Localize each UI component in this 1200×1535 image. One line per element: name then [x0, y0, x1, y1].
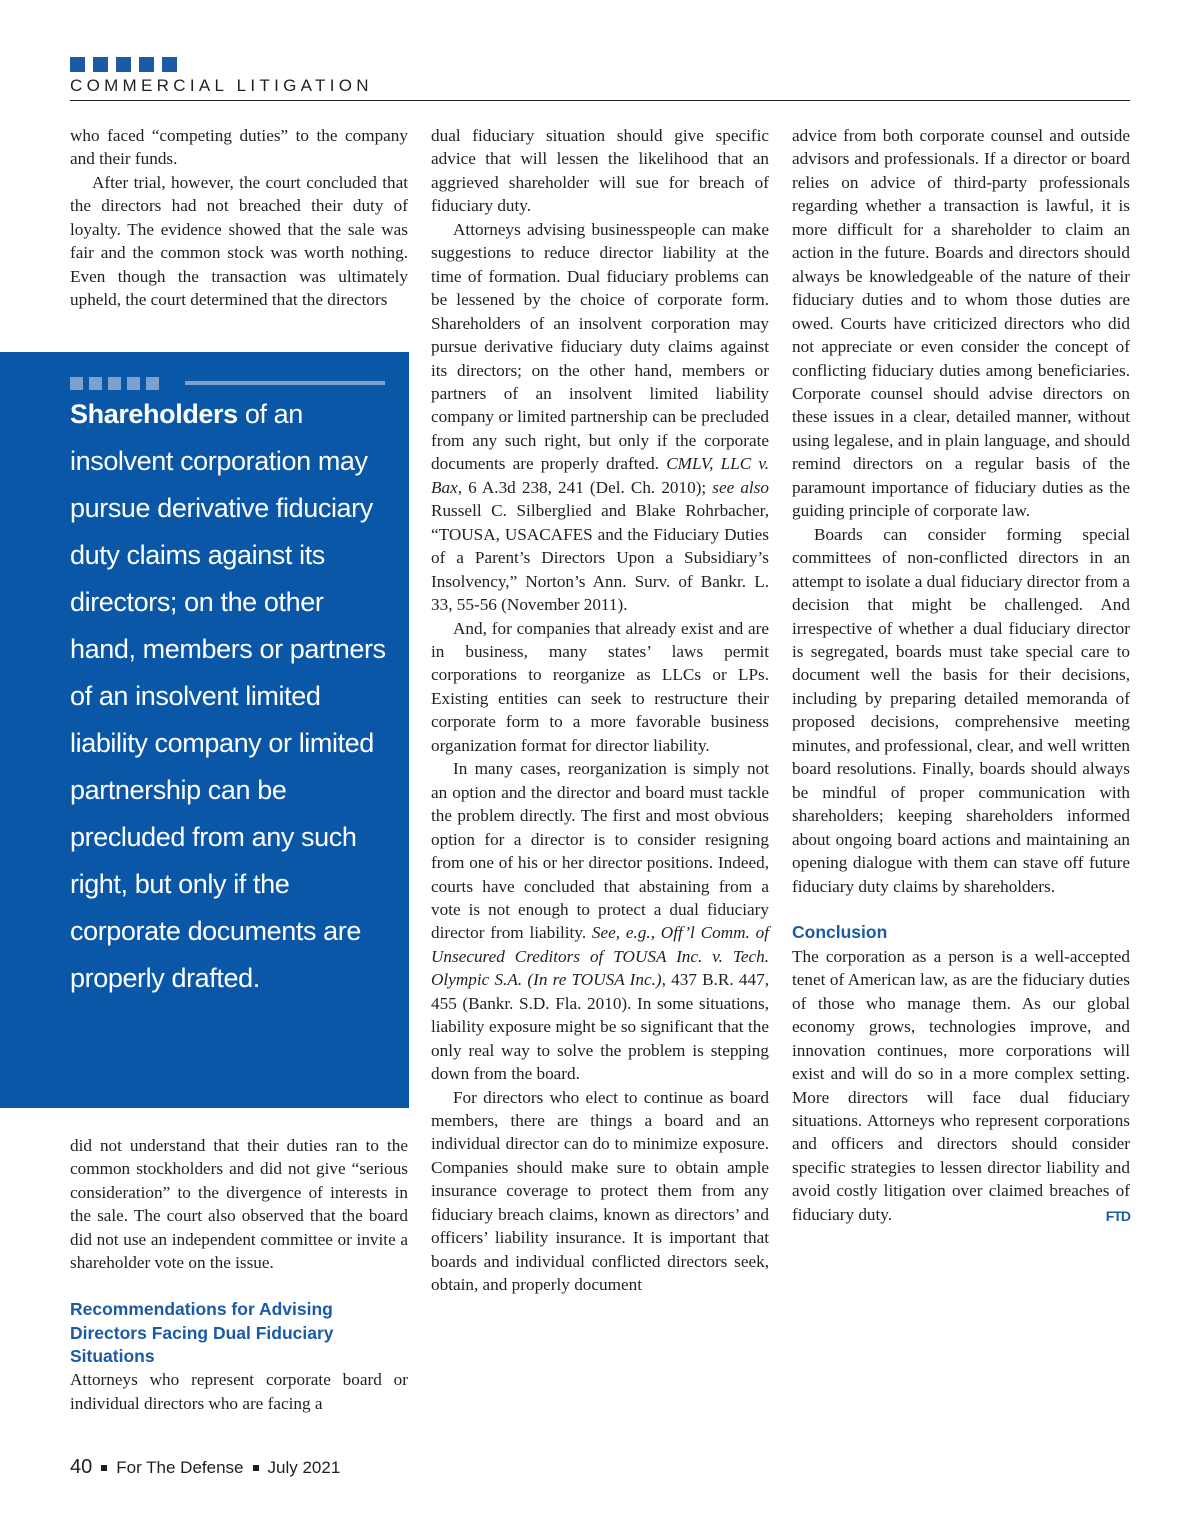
text: , 6 A.3d 238, 241 (Del. Ch. 2010);: [457, 477, 713, 497]
text: , 437 B.R. 447, 455 (Bankr. S.D. Fla. 2010). In some situations, liability exposure might be so significant that the only real way to solve the problem is stepping down from the board.: [431, 970, 770, 1084]
pull-quote-square: [89, 377, 102, 390]
text: The corporation as a person is a well-accepted tenet of American law, as are the fiduciary duties of those who manage them. As our global economy grows, technologies improve, and innovation continues, more corporations will exist and will do so in a more complex setting. More directors will face dual fiduciary situations. Attorneys who represent corporations and officers and directors should consider specific strategies to lessen director liability and avoid costly litigation over claimed breaches of fiduciary duty.: [792, 946, 1130, 1224]
paragraph: For directors who elect to continue as board members, there are things a board and an individual director can do to minimize exposure. Companies should make sure to obtain ample insurance coverage to protect them from any fiduciary breach claims, known as directors’ and officers’ liability insurance. It is important that boards and individual conflicted directors seek, obtain, and properly document: [431, 1087, 769, 1295]
paragraph: Attorneys who represent corporate board or individual directors who are facing a: [70, 1370, 408, 1413]
signal: see also: [712, 477, 769, 497]
section-label: COMMERCIAL LITIGATION: [70, 76, 373, 95]
case-citation: CMLV, LLC v. Bax: [431, 454, 769, 497]
paragraph: advice from both corporate counsel and outside advisors and professionals. If a director or board relies on advice of third-party professionals regarding whether a transaction is lawful, it is more difficult for a shareholder to claim an action in the future. Boards and directors should always be knowledgeable of the nature of their fiduciary duties and to whom those duties are owed. Courts have criticized directors who did not appreciate or even consider the concept of conflicting fiduciary duties among beneficiaries. Corporate counsel should advise directors on these issues in a clear, detailed manner, without using legalese, and in plain language, and should remind directors on a regular basis of the paramount importance of fiduciary duties as the guiding principle of corporate law.: [792, 126, 1130, 521]
pull-quote-square: [108, 377, 121, 390]
paragraph: [431, 757, 769, 1085]
pull-quote-square: [70, 377, 83, 390]
page-number: 40: [70, 1456, 93, 1478]
paragraph: who faced “competing duties” to the company and their funds.: [70, 126, 408, 169]
header-square: [162, 57, 177, 72]
paragraph: [792, 945, 1130, 1226]
spacer: [70, 1275, 408, 1298]
text: In many cases, reorganization is simply not an option and the director and board must tackle the problem directly. The first and most obvious option for a director is to consider resigning from one of his or her director positions. Indeed, courts have concluded that abstaining from a vote is not enough to protect a dual fiduciary director from liability.: [431, 759, 769, 943]
spacer: [792, 898, 1130, 921]
header-rule: [70, 100, 1130, 101]
pull-quote-square: [146, 377, 159, 390]
case-citation: See, e.g., Off’l Comm. of Unsecured Creditors of TOUSA Inc. v. Tech. Olympic S.A. (In re TOUSA Inc.): [431, 923, 769, 990]
text: Russell C. Silberglied and Blake Rohrbacher, “TOUSA, USACAFES and the Fiduciary Duties of a Parent’s Directors Upon a Subsidiary’s Insolvency,” Norton’s Ann. Surv. of Bankr. L. 33, 55-56 (November 2011).: [431, 501, 769, 615]
paragraph: did not understand that their duties ran to the common stockholders and did not give “serious consideration” to the divergence of interests in the sale. The court also observed that the board did not use an independent committee or invite a shareholder vote on the issue.: [70, 1136, 408, 1273]
header-square: [116, 57, 131, 72]
subheading-conclusion: Conclusion: [792, 922, 888, 943]
issue-date: July 2021: [267, 1457, 341, 1477]
paragraph: Boards can consider forming special committees of non-conflicted directors in an attempt to isolate a dual fiduciary director from a decision that might be challenged. And irrespective of whether a dual fiduciary director is segregated, boards must take special care to document well the basis for their decisions, including by preparing detailed memoranda of proposed decisions, comprehensive meeting minutes, and professional, clear, and well written board resolutions. Finally, boards should always be mindful of proper communication with shareholders; keeping shareholders informed about ongoing board actions and maintaining an opening dialogue with them can stave off future fiduciary duty claims by shareholders.: [792, 524, 1130, 896]
pull-quote-text: [70, 391, 390, 1002]
publication-name: For The Defense: [116, 1457, 244, 1477]
ftd-end-mark-icon: FTD: [1105, 1207, 1130, 1224]
pull-quote: [0, 352, 409, 1108]
paragraph: And, for companies that already exist and are in business, many states’ laws permit corporations to reorganize as LLCs or LPs. Existing entities can seek to restructure their corporate form to a more favorable business organization format for director liability.: [431, 618, 769, 755]
column-2: [431, 124, 769, 1297]
paragraph: After trial, however, the court concluded that the directors had not breached their duty of loyalty. The evidence showed that the sale was fair and the common stock was worth nothing. Even though the transaction was ultimately upheld, the court determined that the directors: [70, 172, 408, 310]
column-1-continued: [70, 1134, 408, 1415]
column-1: [70, 124, 408, 312]
footer: [70, 1456, 340, 1479]
header-squares: [70, 57, 177, 72]
pull-quote-body: of an insolvent corporation may pursue derivative fiduciary duty claims against its directors; on the other hand, members or partners of an insolvent limited liability company or limited partnership can be precluded from any such right, but only if the corporate documents are properly drafted.: [70, 399, 386, 993]
bullet-icon: [101, 1465, 107, 1471]
header-square: [93, 57, 108, 72]
paragraph: [431, 218, 769, 617]
paragraph: dual fiduciary situation should give specific advice that will lessen the likelihood that an aggrieved shareholder will sue for breach of fiduciary duty.: [431, 126, 769, 216]
pull-quote-rule: [185, 381, 385, 385]
header-square: [70, 57, 85, 72]
bullet-icon: [253, 1465, 259, 1471]
pull-quote-squares: [70, 377, 159, 390]
subheading-recommendations: Recommendations for Advising Directors Facing Dual Fiduciary Situations: [70, 1299, 334, 1366]
text: Attorneys advising businesspeople can make suggestions to reduce director liability at the time of formation. Dual fiduciary problems can be lessened by the choice of corporate form. Shareholders of an insolvent corporation may pursue derivative fiduciary duty claims against its directors; on the other hand, members or partners of an insolvent limited liability company or limited partnership can be precluded from any such right, but only if the corporate documents are properly drafted.: [431, 219, 769, 474]
pull-quote-lead: Shareholders: [70, 399, 238, 429]
pull-quote-square: [127, 377, 140, 390]
column-3: [792, 124, 1130, 1228]
header-square: [139, 57, 154, 72]
